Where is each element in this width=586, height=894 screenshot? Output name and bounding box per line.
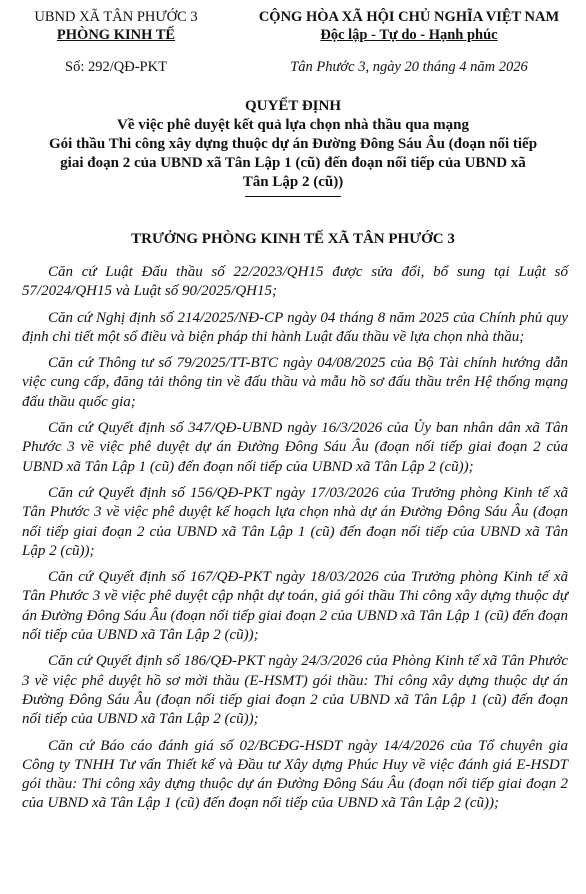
- legal-basis-paragraph: Căn cứ Luật Đấu thầu số 22/2023/QH15 được sửa đổi, bổ sung tại Luật số 57/2024/QH15 và Luật số 90/2025/QH15;: [22, 264, 568, 300]
- decision-heading: QUYẾT ĐỊNH: [245, 98, 341, 114]
- agency-parent: UBND XÃ TÂN PHƯỚC 3: [34, 9, 198, 25]
- legal-basis-paragraph: Căn cứ Quyết định số 186/QĐ-PKT ngày 24/3/2026 của Phòng Kinh tế xã Tân Phước 3 về việc phê duyệt hồ sơ mời thầu (E-HSMT) gói thầu: Thi công xây dựng thuộc dự án Đường Đông Sáu Âu (đoạn nối tiếp giai đoạn 2 của UBND xã Tân Lập 1 (cũ) đến đoạn nối tiếp của UBND xã Tân Lập 2 (cũ));: [22, 653, 568, 728]
- national-title: CỘNG HÒA XÃ HỘI CHỦ NGHĨA VIỆT NAM: [258, 9, 560, 25]
- legal-basis-paragraph: Căn cứ Quyết định số 167/QĐ-PKT ngày 18/03/2026 của Trưởng phòng Kinh tế xã Tân Phước 3 về việc phê duyệt cập nhật dự toán, giá gói thầu Thi công xây dựng thuộc dự án Đường Đông Sáu Âu (đoạn nối tiếp giai đoạn 2 của UBND xã Tân Lập 1 (cũ) đến đoạn nối tiếp của UBND xã Tân Lập 2 (cũ));: [22, 569, 568, 644]
- issuer-title: TRƯỞNG PHÒNG KINH TẾ XÃ TÂN PHƯỚC 3: [131, 231, 455, 247]
- legal-basis-section: [22, 263, 568, 821]
- title-line: Tân Lập 2 (cũ)): [242, 174, 344, 190]
- agency-name: PHÒNG KINH TẾ: [56, 27, 176, 43]
- national-motto: Độc lập - Tự do - Hạnh phúc: [320, 27, 498, 43]
- title-line: giai đoạn 2 của UBND xã Tân Lập 1 (cũ) đến đoạn nối tiếp của UBND xã: [60, 155, 526, 171]
- legal-basis-paragraph: Căn cứ Báo cáo đánh giá số 02/BCĐG-HSDT ngày 14/4/2026 của Tổ chuyên gia Công ty TNHH Tư vấn Thiết kế và Đầu tư Xây dựng Phúc Huy về việc đánh giá E-HSDT gói thầu: Thi công xây dựng thuộc dự án Đường Đông Sáu Âu (đoạn nối tiếp giai đoạn 2 của UBND xã Tân Lập 1 (cũ) đến đoạn nối tiếp của UBND xã Tân Lập 2 (cũ));: [22, 737, 568, 812]
- national-header-block: [232, 8, 586, 76]
- document-number: Số: 292/QĐ-PKT: [65, 59, 167, 75]
- issuing-agency-block: [0, 8, 232, 76]
- legal-basis-paragraph: Căn cứ Thông tư số 79/2025/TT-BTC ngày 04/08/2025 của Bộ Tài chính hướng dẫn việc cung cấp, đăng tải thông tin về đấu thầu và mẫu hồ sơ đấu thầu trên Hệ thống mạng đấu thầu quốc gia;: [22, 355, 568, 410]
- legal-basis-paragraph: Căn cứ Quyết định số 156/QĐ-PKT ngày 17/03/2026 của Trưởng phòng Kinh tế xã Tân Phước 3 về việc phê duyệt kế hoạch lựa chọn nhà dự án Đường Đông Sáu Âu (đoạn nối tiếp giai đoạn 2 của UBND xã Tân Lập 1 (cũ) đến đoạn nối tiếp của UBND xã Tân Lập 2 (cũ));: [22, 484, 568, 559]
- legal-basis-paragraph: Căn cứ Nghị định số 214/2025/NĐ-CP ngày 04 tháng 8 năm 2025 của Chính phủ quy định chi tiết một số điều và biện pháp thi hành Luật đấu thầu về lựa chọn nhà thầu;: [22, 309, 568, 345]
- title-underline: [245, 196, 341, 197]
- legal-basis-paragraph: Căn cứ Quyết định số 347/QĐ-UBND ngày 16/3/2026 của Ủy ban nhân dân xã Tân Phước 3 về việc phê duyệt dự án Đường Đông Sáu Âu (đoạn nối tiếp giai đoạn 2 của UBND xã Tân Lập 1 (cũ) đến đoạn nối tiếp của UBND xã Tân Lập 2 (cũ));: [22, 420, 568, 475]
- document-header: [0, 8, 586, 83]
- place-date: Tân Phước 3, ngày 20 tháng 4 năm 2026: [290, 59, 528, 75]
- title-line: Về việc phê duyệt kết quả lựa chọn nhà thầu qua mạng: [117, 117, 469, 133]
- title-line: Gói thầu Thi công xây dựng thuộc dự án Đường Đông Sáu Âu (đoạn nối tiếp: [48, 136, 538, 152]
- decision-title: [0, 97, 586, 197]
